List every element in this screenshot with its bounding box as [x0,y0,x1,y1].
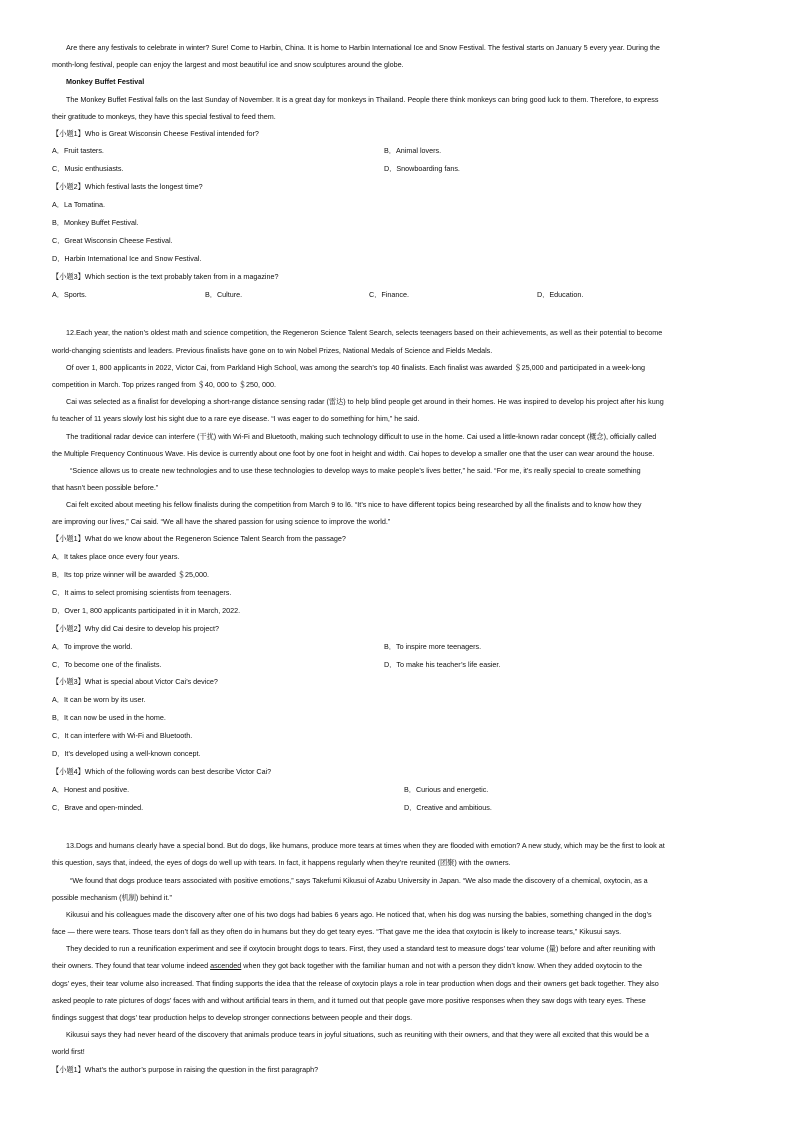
option-b: B．Animal lovers. [384,146,442,155]
paragraph-line: “Science allows us to create new technologies and to use these technologies to develop ways to make people’s lives better,” he said. “For me, it’s really special to create something [70,466,641,475]
option-a: A．Fruit tasters. [52,146,104,155]
option-a: A．It takes place once every four years. [52,552,180,561]
paragraph-line: that hasn’t been possible before.” [52,483,159,492]
option-c: C．Brave and open-minded. [52,803,144,812]
harbin-paragraph-line: month-long festival, people can enjoy the largest and most beautiful ice and snow sculptures around the globe. [52,60,404,69]
question-stem: 【小题3】Which section is the text probably taken from in a magazine? [52,272,279,281]
paragraph-line: dogs’ eyes, their tear volume also increased. That finding supports the idea that the release of oxytocin plays a role in tear production when dogs and their owners get back together. They also [52,979,659,988]
question-stem: 【小题1】What do we know about the Regeneron Science Talent Search from the passage? [52,534,346,543]
question-stem: 【小题4】Which of the following words can best describe Victor Cai? [52,767,272,776]
question-stem: 【小题1】Who is Great Wisconsin Cheese Festival intended for? [52,129,259,138]
option-d: D．Education. [537,290,584,299]
paragraph-line: Cai felt excited about meeting his fellow finalists during the competition from March 9 to l6. “It’s nice to have different topics being researched by all the finalists and to know how they [66,500,642,509]
paragraph-line: findings suggest that dogs’ tear production helps to develop stronger connections between people and their dogs. [52,1013,413,1022]
option-b: B．To inspire more teenagers. [384,642,482,651]
option-c: C．Finance. [369,290,409,299]
text-run: their owners. They found that tear volume indeed [52,961,211,970]
option-a: A．To improve the world. [52,642,133,651]
paragraph-line: are improving our lives,” Cai said. “We all have the shared passion for using science to improve the world.” [52,517,391,526]
paragraph-line: this question, says that, indeed, the eyes of dogs do well up with tears. In fact, it happens regularly when they’re reunited (团聚) with the owners. [52,858,511,867]
paragraph-line: Kikusui says they had never heard of the discovery that animals produce tears in joyful situations, such as reuniting with their owners, and that they were all excited that this would be a [66,1030,649,1039]
paragraph-line: asked people to rate pictures of dogs’ faces with and without artificial tears in them, and it turned out that people gave more positive responses when they saw dogs with teary eyes. These [52,996,646,1005]
paragraph-line: “We found that dogs produce tears associated with positive emotions,” says Takefumi Kikusui of Azabu University in Japan. “We also made the discovery of a chemical, oxytocin, as a [70,876,648,885]
paragraph-line: possible mechanism (机制) behind it.” [52,893,172,902]
question-stem: 【小题2】Which festival lasts the longest time? [52,182,203,191]
option-c: C．It aims to select promising scientists from teenagers. [52,588,232,597]
paragraph-line: face — there were tears. Those tears don’t fall as they often do in humans but they do get teary eyes. “That gave me the idea that oxytocin is likely to increase tears,” Kikusui says. [52,927,622,936]
paragraph-line: 12.Each year, the nation’s oldest math and science competition, the Regeneron Science Talent Search, selects teenagers based on their achievements, as well as their potential to become [66,328,663,337]
monkey-paragraph-line: their gratitude to monkeys, they have this special festival to feed them. [52,112,276,121]
option-d: D．To make his teacher’s life easier. [384,660,501,669]
paragraph-line: Of over 1, 800 applicants in 2022, Victor Cai, from Parkland High School, was among the search’s top 40 finalists. Each finalist was awarded ＄25,000 and participated in a week-long [66,363,646,372]
option-a: A．Honest and positive. [52,785,130,794]
section-heading: Monkey Buffet Festival [66,77,145,86]
question-stem: 【小题3】What is special about Victor Cai’s device? [52,677,218,686]
paragraph-line: fu teacher of 11 years slowly lost his sight due to a rare eye disease. “I was eager to do something for him,” he said. [52,414,420,423]
paragraph-line [52,961,742,970]
option-b: B．Curious and energetic. [404,785,489,794]
paragraph-line: Cai was selected as a finalist for developing a short-range distance sensing radar (雷达) to help blind people get around in their homes. He was inspired to develop his project after his kung [66,397,664,406]
paragraph-line: The traditional radar device can interfere (干扰) with Wi-Fi and Bluetooth, making such technology difficult to use in the home. Cai used a little-known radar concept (概念), officially called [66,432,657,441]
option-c: C．Great Wisconsin Cheese Festival. [52,236,173,245]
text-run: when they got back together with the familiar human and not with a person they didn’t know. When they added oxytocin to the [241,961,643,970]
paragraph-line: world-changing scientists and leaders. Previous finalists have gone on to win Nobel Prizes, National Medals of Science and Fields Medals. [52,346,493,355]
option-b: B．Its top prize winner will be awarded ＄25,000. [52,570,210,579]
paragraph-line: They decided to run a reunification experiment and see if oxytocin brought dogs to tears. First, they used a standard test to measure dogs’ tear volume (量) before and after reuniting with [66,944,656,953]
option-b: B．Monkey Buffet Festival. [52,218,139,227]
option-c: C．It can interfere with Wi-Fi and Bluetooth. [52,731,193,740]
option-b: B．Culture. [205,290,243,299]
option-a: A．La Tomatina. [52,200,106,209]
option-a: A．It can be worn by its user. [52,695,146,704]
option-c: C．Music enthusiasts. [52,164,124,173]
option-c: C．To become one of the finalists. [52,660,162,669]
question-stem: 【小题1】What’s the author’s purpose in raising the question in the first paragraph? [52,1065,319,1074]
paragraph-line: world first! [52,1047,85,1056]
option-b: B．It can now be used in the home. [52,713,166,722]
paragraph-line: the Multiple Frequency Continuous Wave. His device is currently about one foot by one foot in height and width. Cai hopes to develop a smaller one that the user can wear around the house. [52,449,655,458]
monkey-paragraph-line: The Monkey Buffet Festival falls on the last Sunday of November. It is a great day for monkeys in Thailand. People there think monkeys can bring good luck to them. Therefore, to express [66,95,659,104]
underlined-word: ascended [210,961,242,970]
harbin-paragraph-line: Are there any festivals to celebrate in winter? Sure! Come to Harbin, China. It is home to Harbin International Ice and Snow Festival. The festival starts on January 5 every year. During the [66,43,660,52]
question-stem: 【小题2】Why did Cai desire to develop his project? [52,624,219,633]
option-d: D．Harbin International Ice and Snow Festival. [52,254,202,263]
paragraph-line: Kikusui and his colleagues made the discovery after one of his two dogs had babies 6 years ago. He noticed that, when his dog was nursing the babies, something changed in the dog’s [66,910,652,919]
option-d: D．It’s developed using a well-known concept. [52,749,201,758]
paragraph-line: competition in March. Top prizes ranged from ＄40, 000 to ＄250, 000. [52,380,276,389]
option-a: A．Sports. [52,290,87,299]
paragraph-line: 13.Dogs and humans clearly have a special bond. But do dogs, like humans, produce more tears at times when they are flooded with emotion? A new study, which may be the first to look at [66,841,665,850]
option-d: D．Creative and ambitious. [404,803,492,812]
option-d: D．Over 1, 800 applicants participated in it in March, 2022. [52,606,241,615]
option-d: D．Snowboarding fans. [384,164,460,173]
